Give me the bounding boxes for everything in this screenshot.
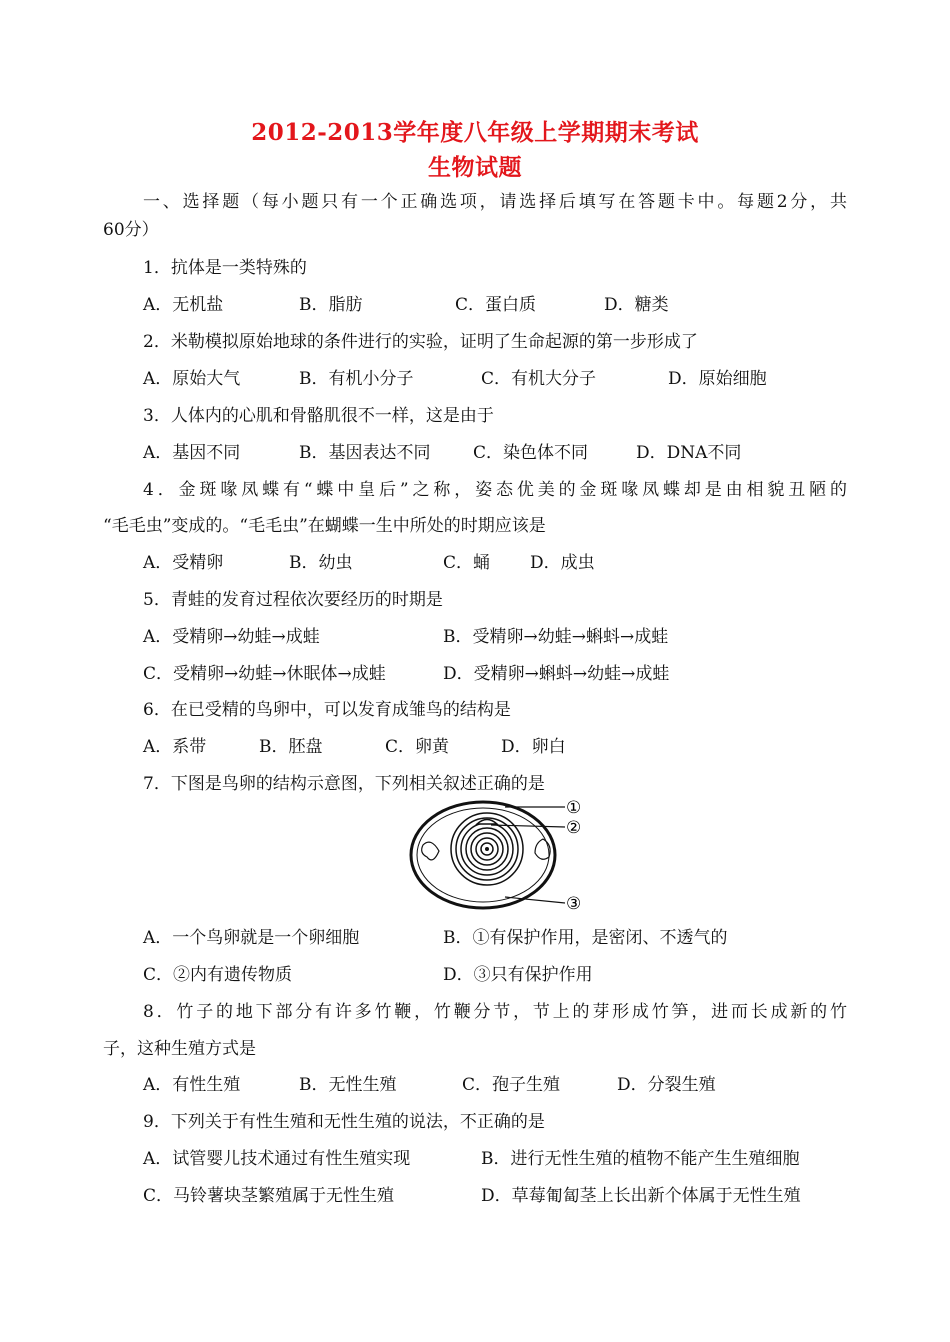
- q1-option-d: D．糖类: [604, 295, 669, 315]
- bird-egg-diagram: [405, 793, 595, 918]
- q6-option-a: A．系带: [143, 737, 207, 757]
- q3-option-b: B．基因表达不同: [299, 443, 431, 463]
- q7-option-b: B．①有保护作用，是密闭、不透气的: [443, 928, 728, 948]
- q8-option-b: B．无性生殖: [299, 1075, 397, 1095]
- q6-option-b: B．胚盘: [259, 737, 323, 757]
- question-8-stem-line1: 8．竹子的地下部分有许多竹鞭，竹鞭分节，节上的芽形成竹笋，进而长成新的竹: [143, 1002, 847, 1022]
- q9-option-b: B．进行无性生殖的植物不能产生生殖细胞: [481, 1149, 800, 1169]
- question-2-stem: 2．米勒模拟原始地球的条件进行的实验，证明了生命起源的第一步形成了: [143, 332, 698, 352]
- q4-option-b: B．幼虫: [289, 553, 353, 573]
- q1-option-c: C．蛋白质: [455, 295, 537, 315]
- question-1-stem: 1．抗体是一类特殊的: [143, 258, 307, 278]
- q2-option-d: D．原始细胞: [668, 369, 767, 389]
- q7-option-c: C．②内有遗传物质: [143, 965, 293, 985]
- q3-option-c: C．染色体不同: [473, 443, 589, 463]
- label-1: ①: [566, 798, 582, 818]
- q9-option-c: C．马铃薯块茎繁殖属于无性生殖: [143, 1186, 395, 1206]
- q3-option-d: D．DNA不同: [636, 443, 742, 463]
- question-8-stem-line2: 子，这种生殖方式是: [103, 1039, 256, 1059]
- q9-option-d: D．草莓匍匐茎上长出新个体属于无性生殖: [481, 1186, 801, 1206]
- question-3-stem: 3．人体内的心肌和骨骼肌很不一样，这是由于: [143, 406, 494, 426]
- q5-option-b: B．受精卵→幼蛙→蝌蚪→成蛙: [443, 627, 669, 647]
- question-4-stem-line2: “毛毛虫”变成的。“毛毛虫”在蝴蝶一生中所处的时期应该是: [103, 516, 546, 536]
- question-4-stem-line1: 4．金斑喙凤蝶有“蝶中皇后”之称，姿态优美的金斑喙凤蝶却是由相貌丑陋的: [143, 480, 847, 500]
- blastodisc: [477, 820, 497, 825]
- q4-option-d: D．成虫: [530, 553, 595, 573]
- q4-option-c: C．蛹: [443, 553, 491, 573]
- q6-option-c: C．卵黄: [385, 737, 450, 757]
- section-intro-line1: 一、选择题（每小题只有一个正确选项，请选择后填写在答题卡中。每题2分，共: [143, 192, 847, 212]
- q3-option-a: A．基因不同: [143, 443, 241, 463]
- exam-title: 2012-2013学年度八年级上学期期末考试: [251, 119, 699, 146]
- q5-option-c: C．受精卵→幼蛙→休眠体→成蛙: [143, 664, 386, 684]
- q7-option-d: D．③只有保护作用: [443, 965, 593, 985]
- q1-option-a: A．无机盐: [143, 295, 224, 315]
- exam-subtitle: 生物试题: [428, 154, 522, 181]
- question-5-stem: 5．青蛙的发育过程依次要经历的时期是: [143, 590, 443, 610]
- q2-option-a: A．原始大气: [143, 369, 241, 389]
- label-2: ②: [566, 818, 582, 838]
- question-9-stem: 9．下列关于有性生殖和无性生殖的说法，不正确的是: [143, 1112, 545, 1132]
- q4-option-a: A．受精卵: [143, 553, 224, 573]
- q5-option-d: D．受精卵→蝌蚪→幼蛙→成蛙: [443, 664, 670, 684]
- q5-option-a: A．受精卵→幼蛙→成蛙: [143, 627, 320, 647]
- q1-option-b: B．脂肪: [299, 295, 363, 315]
- q8-option-d: D．分裂生殖: [617, 1075, 716, 1095]
- q6-option-d: D．卵白: [501, 737, 566, 757]
- germinal-disc: [485, 847, 489, 851]
- pointer-2: [491, 825, 565, 827]
- q7-option-a: A．一个鸟卵就是一个卵细胞: [143, 928, 360, 948]
- chalaza-right: [535, 839, 550, 859]
- question-6-stem: 6．在已受精的鸟卵中，可以发育成雏鸟的结构是: [143, 700, 511, 720]
- q9-option-a: A．试管婴儿技术通过有性生殖实现: [143, 1149, 411, 1169]
- q8-option-c: C．孢子生殖: [462, 1075, 561, 1095]
- question-7-stem: 7．下图是鸟卵的结构示意图，下列相关叙述正确的是: [143, 774, 545, 794]
- q2-option-b: B．有机小分子: [299, 369, 414, 389]
- section-intro-line2: 60分）: [103, 220, 159, 240]
- q8-option-a: A．有性生殖: [143, 1075, 241, 1095]
- q2-option-c: C．有机大分子: [481, 369, 597, 389]
- label-3: ③: [566, 894, 582, 914]
- chalaza-left: [422, 842, 439, 860]
